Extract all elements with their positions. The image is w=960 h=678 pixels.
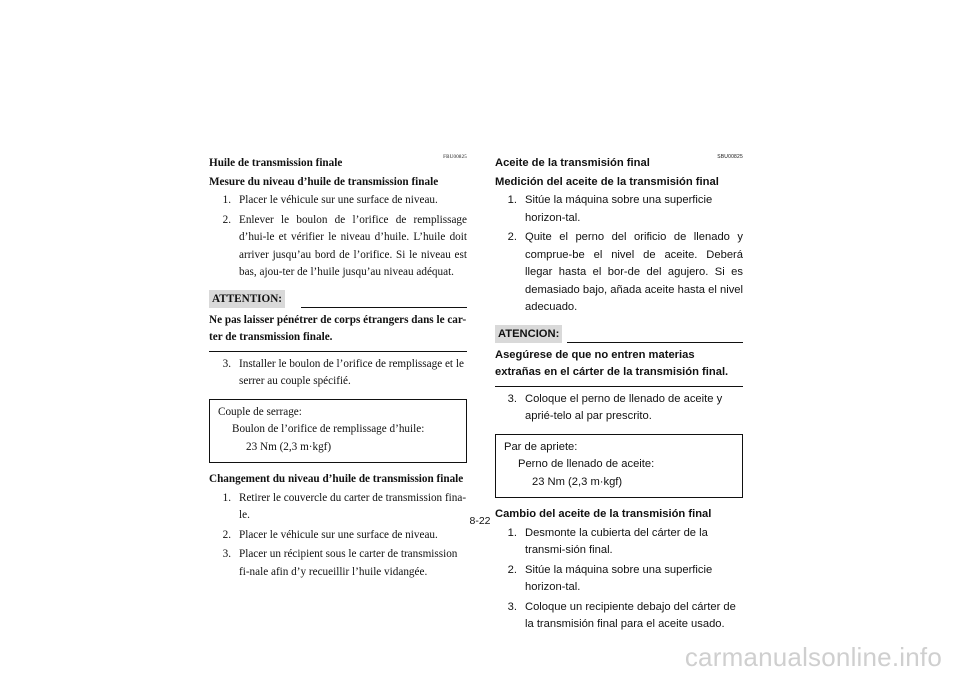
list-text: Retirer le couvercle du carter de transmission fina-le.	[239, 491, 467, 521]
list-number: 3.	[507, 600, 517, 613]
warning-text: Asegúrese de que no entren materias extrañas en el cárter de la transmisión final.	[495, 347, 743, 387]
list-number: 1.	[222, 491, 231, 504]
list-text: Coloque el perno de llenado de aceite y aprié-telo al par prescrito.	[525, 392, 723, 422]
list-text: Placer le véhicule sur une surface de niveau.	[239, 528, 438, 541]
list-text: Installer le boulon de l’orifice de remplissage et le serrer au couple spécifié.	[239, 357, 464, 387]
list-item	[495, 391, 743, 426]
list-item	[209, 192, 467, 210]
list-number: 3.	[507, 392, 517, 405]
list-number: 1.	[507, 194, 517, 206]
spec-heading: Par de apriete:	[504, 440, 578, 453]
warning-rule	[567, 342, 743, 343]
section-subtitle: Medición del aceite de la transmisión final	[495, 175, 719, 188]
list-text: Placer le véhicule sur une surface de niveau.	[239, 194, 438, 206]
warning-header	[495, 325, 743, 343]
section-subtitle: Mesure du niveau d’huile de transmission finale	[209, 175, 439, 188]
spec-part: Perno de llenado de aceite:	[518, 458, 655, 470]
list-text: Placer un récipient sous le carter de transmission fi-nale afin d’y recueillir l’huile vidangée.	[239, 548, 458, 578]
list-item	[209, 212, 467, 282]
spec-part: Boulon de l’orifice de remplissage d’huile:	[232, 423, 425, 435]
section-title: Huile de transmission finale	[209, 157, 343, 169]
list-item	[495, 562, 743, 597]
list-number: 2.	[507, 231, 517, 243]
list-number: 3.	[222, 357, 231, 370]
list-item	[209, 527, 467, 545]
warning-rule	[301, 307, 467, 308]
french-column	[209, 0, 467, 583]
section-title: Aceite de la transmisión final	[495, 157, 650, 169]
list-number: 2.	[507, 563, 517, 576]
list-text: Enlever le boulon de l’orifice de remplissage d’hui-le et vérifier le niveau d’huile. L’huile doit arriver jusqu’au bord de l’orifice. Si le niveau est bas, ajou-ter de l’huile jusqu’au niveau adéquat.	[239, 213, 467, 278]
spanish-column	[495, 0, 743, 636]
section-subtitle-2: Changement du niveau d’huile de transmission finale	[209, 473, 464, 485]
list-text: Sitúe la máquina sobre una superficie horizon-tal.	[525, 563, 713, 593]
warning-label: ATENCION:	[495, 325, 562, 343]
warning-text: Ne pas laisser pénétrer de corps étrangers dans le car-ter de transmission finale.	[209, 312, 467, 352]
spec-value: 23 Nm (2,3 m·kgf)	[532, 475, 623, 488]
list-item	[209, 490, 467, 525]
warning-label: ATTENTION:	[209, 290, 285, 308]
list-text: Desmonte la cubierta del cárter de la transmi-sión final.	[525, 526, 708, 556]
page-number: 8-22	[469, 515, 491, 527]
list-item	[209, 356, 467, 391]
list-item	[495, 525, 743, 560]
list-text: Quite el perno del orificio de llenado y comprue-be el nivel de aceite. Deberá llegar hasta el bor-de del agujero. Si es demasiado bajo, añada aceite hasta el nivel adecuado.	[525, 231, 743, 313]
list-number: 1.	[507, 526, 517, 539]
list-number: 2.	[222, 213, 231, 226]
list-item	[209, 546, 467, 581]
spec-value: 23 Nm (2,3 m·kgf)	[246, 440, 332, 453]
list-item	[495, 192, 743, 227]
spec-heading: Couple de serrage:	[218, 405, 302, 418]
section-code: SBU00825	[717, 154, 743, 160]
list-text: Sitúe la máquina sobre una superficie horizon-tal.	[525, 194, 713, 224]
watermark: carmanualsonline.info	[684, 642, 942, 672]
section-code: FBU00825	[443, 155, 467, 160]
list-item	[495, 229, 743, 317]
list-number: 2.	[222, 528, 231, 541]
list-text: Coloque un recipiente debajo del cárter de la transmisión final para el aceite usado.	[525, 600, 736, 630]
list-number: 1.	[222, 194, 231, 206]
torque-spec-box	[209, 399, 467, 464]
torque-spec-box	[495, 434, 743, 499]
list-number: 3.	[222, 548, 231, 560]
list-item	[495, 599, 743, 634]
warning-header	[209, 290, 467, 308]
section-subtitle-2: Cambio del aceite de la transmisión final	[495, 508, 712, 520]
